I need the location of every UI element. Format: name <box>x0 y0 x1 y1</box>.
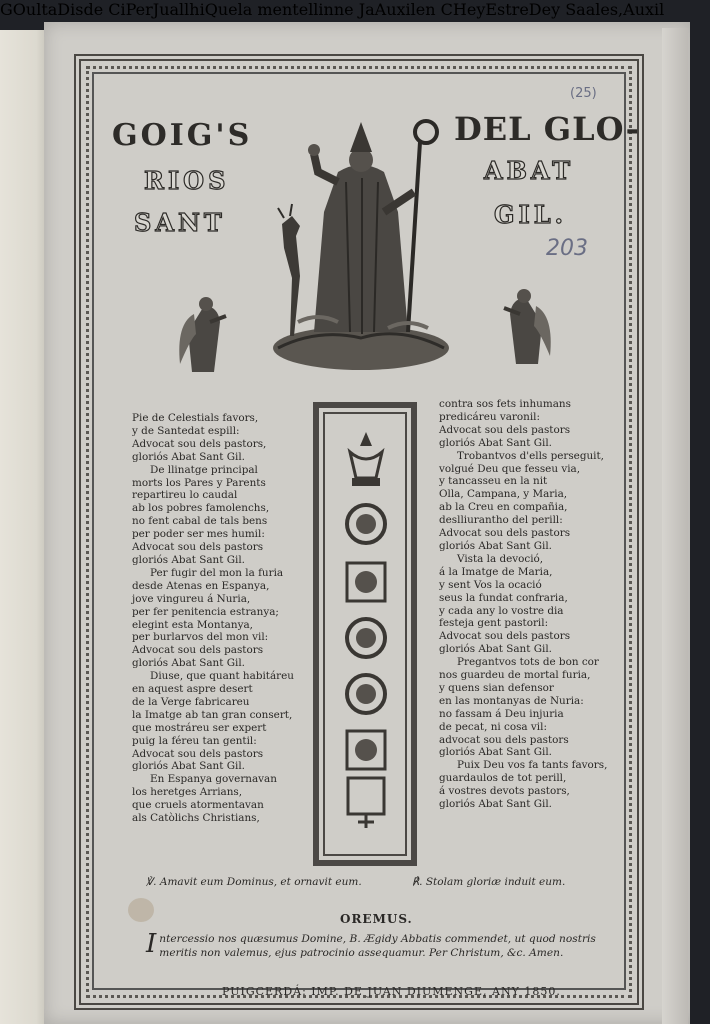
poem-line: Per fugir del mon la furia <box>150 566 284 579</box>
adjacent-page-fragment: de Ci <box>83 0 126 19</box>
poem-line: festeja gent pastoril: <box>439 617 549 630</box>
poem-line: repartireu lo caudal <box>132 489 238 502</box>
poem-right-column <box>439 398 629 811</box>
poem-line: puig la féreu tan gentil: <box>132 734 257 747</box>
angel-left <box>174 294 232 382</box>
adjacent-page-fragment: Auxil <box>623 0 665 19</box>
oremus-prayer-text: ntercessio nos quæsumus Domine, B. Ægidy Abbatis commendet, ut quod nostris meritis non valemus, ejus patrocinio assequamur. Per Christum, &c. Amen. <box>159 933 596 959</box>
poem-line: ab los pobres famolenchs, <box>132 502 270 515</box>
poem-line: guardaulos de tot perill, <box>439 772 567 785</box>
oremus-prayer <box>146 929 632 960</box>
imprint: PUIGCERDÁ: IMP. DE JUAN DIUMENGE, ANY 1850. <box>222 985 561 998</box>
poem-line: no fent cabal de tals bens <box>132 515 268 528</box>
poem-line: gloriós Abat Sant Gil. <box>439 436 552 449</box>
poem-line: Pregantvos tots de bon cor <box>457 656 599 669</box>
poem-line: Advocat sou dels pastors <box>132 644 264 657</box>
poem-line: Diuse, que quant habitáreu <box>150 670 294 683</box>
poem-line: per burlarvos del mon vil: <box>132 631 269 644</box>
ornament-medallion-5 <box>344 728 388 772</box>
versicle: ℣. Amavit eum Dominus, et ornavit eum. <box>146 876 362 888</box>
poem-line: gloriós Abat Sant Gil. <box>132 553 245 566</box>
adjacent-page-fragment: Hey <box>452 0 486 19</box>
poem-line: que mostráreu ser expert <box>132 721 267 734</box>
poem-line: y quens sian defensor <box>439 681 554 694</box>
poem-line: Advocat sou dels pastors <box>439 630 571 643</box>
poem-line: en las montanyas de Nuria: <box>439 694 584 707</box>
adjacent-page-fragment: ellin <box>298 0 334 19</box>
poem-line: predicáreu varonil: <box>439 410 540 423</box>
title-sant: SANT <box>134 208 226 237</box>
poem-line: Advocat sou dels pastors <box>439 423 571 436</box>
poem-line: elegint esta Montanya, <box>132 618 253 631</box>
poem-line: gloriós Abat Sant Gil. <box>132 450 245 463</box>
poem-line: jove vingureu á Nuria, <box>132 592 251 605</box>
poem-line: de pecat, ni cosa vil: <box>439 720 547 733</box>
adjacent-page-fragment: ne Ja <box>333 0 375 19</box>
response: ℟. Stolam gloriæ induit eum. <box>412 876 566 888</box>
sheet-right-edge <box>662 28 688 1024</box>
poem-line: gloriós Abat Sant Gil. <box>439 539 552 552</box>
poem-line: y tancasseu en la nit <box>439 475 548 488</box>
poem-line: contra sos fets inhumans <box>439 398 571 410</box>
poem-line: advocat sou dels pastors <box>439 733 569 746</box>
saint-giles-woodcut <box>268 112 454 378</box>
adjacent-page-fragment: la m <box>237 0 273 19</box>
poem-line: Vista la devoció, <box>457 552 544 565</box>
poem-line: per poder ser mes humil: <box>132 528 265 541</box>
poem-line: gloriós Abat Sant Gil. <box>439 643 552 656</box>
poem-line: Advocat sou dels pastors <box>132 541 264 554</box>
poem-line: la Imatge ab tan gran consert, <box>132 708 293 721</box>
poem-line: de la Verge fabricareu <box>132 695 250 708</box>
ornament-medallion-1 <box>344 502 388 546</box>
poem-line: Advocat sou dels pastors <box>439 527 571 540</box>
poem-line: no fassam á Deu injuria <box>439 707 564 720</box>
poem-left-column <box>132 412 312 825</box>
poem-line: per fer penitencia estranya; <box>132 605 279 618</box>
ornament-cross <box>344 776 388 830</box>
adjacent-page-text <box>0 0 710 19</box>
poem-line: als Catòlichs Christians, <box>132 812 260 825</box>
poem-line: Olla, Campana, y Maria, <box>439 488 568 501</box>
poem-line: desde Atenas en Espanya, <box>132 579 270 592</box>
ornament-medallion-4 <box>344 672 388 716</box>
adjacent-page-fragment: Per <box>125 0 153 19</box>
title-rios: RIOS <box>144 166 230 195</box>
poem-line: seus la fundat confraria, <box>439 591 568 604</box>
adjacent-page-fragment: hi <box>189 0 205 19</box>
poem-line: á vostres devots pastors, <box>439 785 570 798</box>
poem-line: volgué Deu que fesseu via, <box>439 462 581 475</box>
poem-line: En Espanya governavan <box>150 773 277 786</box>
oremus-initial: I <box>146 929 157 959</box>
adjacent-page-fragment: GO <box>0 0 26 19</box>
poem-line: De llinatge principal <box>150 463 258 476</box>
ornament-chalice <box>344 430 388 490</box>
poem-line: los heretges Arrians, <box>132 786 243 799</box>
title-del-glo: DEL GLO- <box>454 110 640 148</box>
title-goigs: GOIG'S <box>112 118 253 153</box>
adjacent-page-fragment: ent <box>272 0 299 19</box>
poem-line: gloriós Abat Sant Gil. <box>132 657 245 670</box>
paper-stain <box>128 898 154 922</box>
adjacent-page-fragment: De <box>528 0 552 19</box>
poem-line: Puix Deu vos fa tants favors, <box>457 759 608 772</box>
poem-line: que cruels atormentavan <box>132 799 264 812</box>
poem-line: á la Imatge de Maria, <box>439 565 553 578</box>
catalog-number-note: 203 <box>546 236 588 261</box>
title-abat: ABAT <box>484 156 575 185</box>
poem-line: morts los Pares y Parents <box>132 476 266 489</box>
poem-line: deslliurantho del perill: <box>439 514 563 527</box>
poem-line: y sent Vos la ocació <box>439 578 542 591</box>
adjacent-page-fragment: y Sa <box>551 0 586 19</box>
poem-line: y cada any lo vostre dia <box>439 604 564 617</box>
angel-right <box>498 286 556 374</box>
oremus-title: OREMUS. <box>340 912 413 926</box>
adjacent-page-fragment: en C <box>415 0 453 19</box>
poem-line: Pie de Celestials favors, <box>132 412 259 424</box>
poem-line: gloriós Abat Sant Gil. <box>439 798 552 811</box>
poem-line: Trobantvos d'ells perseguit, <box>457 449 604 462</box>
adjacent-page-fragment: Juall <box>152 0 190 19</box>
poem-line: ab la Creu en compañia, <box>439 501 568 514</box>
page-number-note: (25) <box>570 86 597 101</box>
poem-line: gloriós Abat Sant Gil. <box>132 760 245 773</box>
adjacent-page-fragment: Auxil <box>374 0 416 19</box>
ornament-medallion-2 <box>344 560 388 604</box>
ornament-medallion-3 <box>344 616 388 660</box>
adjacent-page-fragment: ulta <box>25 0 58 19</box>
poem-line: Advocat sou dels pastors, <box>132 437 267 450</box>
adjacent-page-fragment: Dis <box>57 0 84 19</box>
poem-line: gloriós Abat Sant Gil. <box>439 746 552 759</box>
poem-line: y de Santedat espill: <box>132 424 240 437</box>
poem-line: Advocat sou dels pastors <box>132 747 264 760</box>
title-gil: GIL. <box>494 200 567 229</box>
adjacent-page-fragment: Estre <box>485 0 529 19</box>
poem-line: nos guardeu de mortal furia, <box>439 669 591 682</box>
adjacent-page-fragment: ales, <box>585 0 624 19</box>
adjacent-page-fragment: Que <box>204 0 238 19</box>
poem-line: en aquest aspre desert <box>132 683 253 696</box>
